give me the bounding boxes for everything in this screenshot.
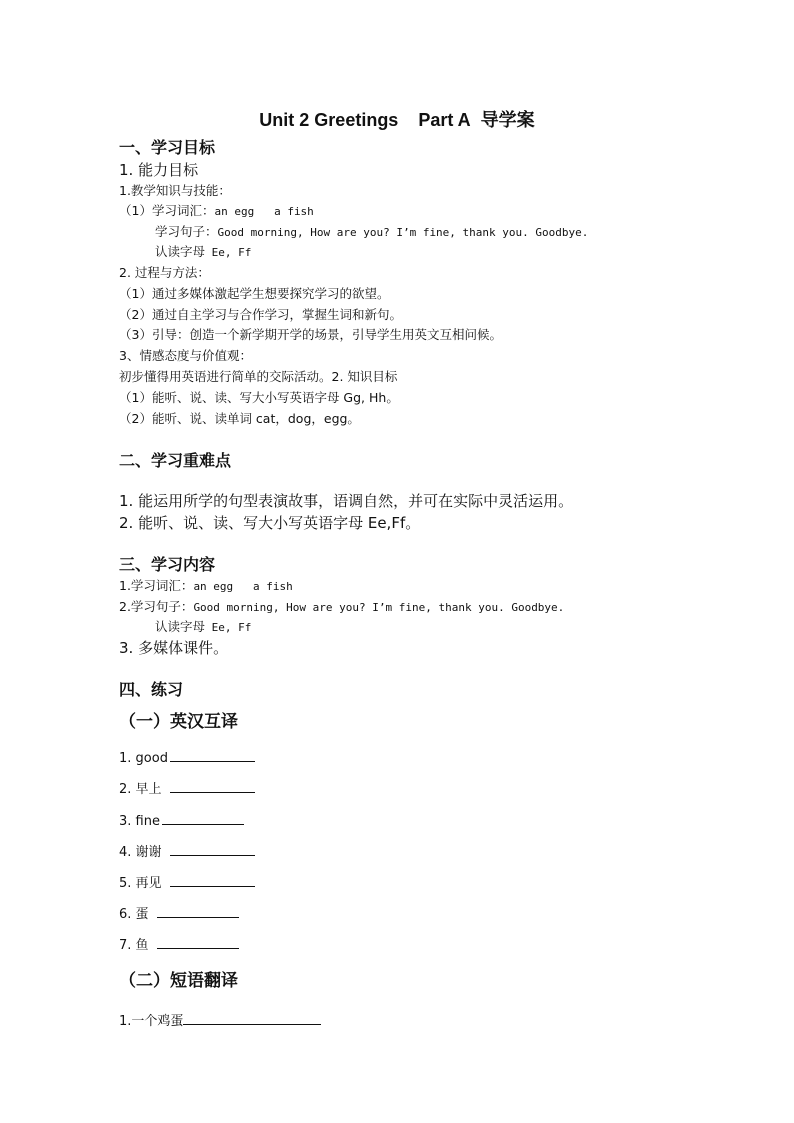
sentence-line (155, 224, 588, 239)
page-title: Unit 2 Greetings Part A 导学案 (259, 110, 535, 130)
letters-line (155, 244, 251, 259)
process-1: （1）通过多媒体激起学生想要探究学习的欲望。 (119, 286, 390, 301)
exercise-item: 6. 蛋 (119, 905, 239, 923)
content-vocab-text: an egg a fish (193, 580, 293, 593)
letters-label: 认读字母 (155, 244, 206, 259)
content-media: 3. 多媒体课件。 (119, 639, 229, 657)
content-letters (155, 619, 251, 634)
exercise-item: 1. good (119, 749, 255, 767)
difficulty-1: 1. 能运用所学的句型表演故事，语调自然，并可在实际中灵活运用。 (119, 492, 574, 510)
ability-goal: 1. 能力目标 (119, 161, 199, 179)
content-letters-text: Ee, Ff (205, 621, 252, 634)
answer-blank[interactable] (170, 874, 255, 887)
answer-blank[interactable] (157, 905, 239, 918)
exercise-item: 7. 鱼 (119, 936, 239, 954)
process-2: （2）通过自主学习与合作学习，掌握生词和新句。 (119, 307, 402, 322)
phrase-item: 1.一个鸡蛋 (119, 1012, 321, 1030)
sentence-label: 学习句子： (155, 224, 218, 239)
content-vocab-label: 1.学习词汇： (119, 578, 194, 593)
section-heading-goals: 一、学习目标 (119, 138, 216, 157)
answer-blank[interactable] (170, 749, 255, 762)
knowledge-1: （1）能听、说、读、写大小写英语字母 Gg, Hh。 (119, 390, 399, 405)
exercise-item: 4. 谢谢 (119, 843, 255, 861)
exercise-item: 3. fine (119, 812, 244, 830)
difficulty-2: 2. 能听、说、读、写大小写英语字母 Ee,Ff。 (119, 514, 421, 532)
letters-text: Ee, Ff (205, 246, 252, 259)
content-vocab (119, 578, 293, 593)
exercise-item: 2. 早上 (119, 780, 255, 798)
attitude-text: 初步懂得用英语进行简单的交际活动。2. 知识目标 (119, 369, 398, 384)
answer-blank[interactable] (183, 1012, 321, 1025)
content-sentence (119, 599, 564, 614)
answer-blank[interactable] (170, 843, 255, 856)
practice-part-2: （二）短语翻译 (119, 971, 238, 991)
answer-blank[interactable] (157, 936, 239, 949)
exercise-item: 5. 再见 (119, 874, 255, 892)
content-sentence-text: Good morning, How are you? I’m fine, thank you. Goodbye. (193, 601, 565, 614)
sentence-text: Good morning, How are you? I’m fine, thank you. Goodbye. (217, 226, 589, 239)
knowledge-2: （2）能听、说、读单词 cat，dog，egg。 (119, 411, 360, 426)
content-sentence-label: 2.学习句子： (119, 599, 194, 614)
vocab-line (119, 203, 314, 218)
vocab-label: （1）学习词汇： (119, 203, 215, 218)
answer-blank[interactable] (170, 780, 255, 793)
section-heading-content: 三、学习内容 (119, 555, 216, 574)
process-method: 2. 过程与方法： (119, 265, 210, 280)
knowledge-skills: 1.教学知识与技能： (119, 183, 231, 198)
attitude-heading: 3、情感态度与价值观： (119, 348, 252, 363)
answer-blank[interactable] (162, 812, 244, 825)
vocab-text: an egg a fish (214, 205, 314, 218)
practice-part-1: （一）英汉互译 (119, 712, 238, 732)
section-heading-difficulties: 二、学习重难点 (119, 451, 232, 470)
process-3: （3）引导：创造一个新学期开学的场景，引导学生用英文互相问候。 (119, 327, 502, 342)
section-heading-practice: 四、练习 (119, 680, 184, 699)
content-letters-label: 认读字母 (155, 619, 206, 634)
